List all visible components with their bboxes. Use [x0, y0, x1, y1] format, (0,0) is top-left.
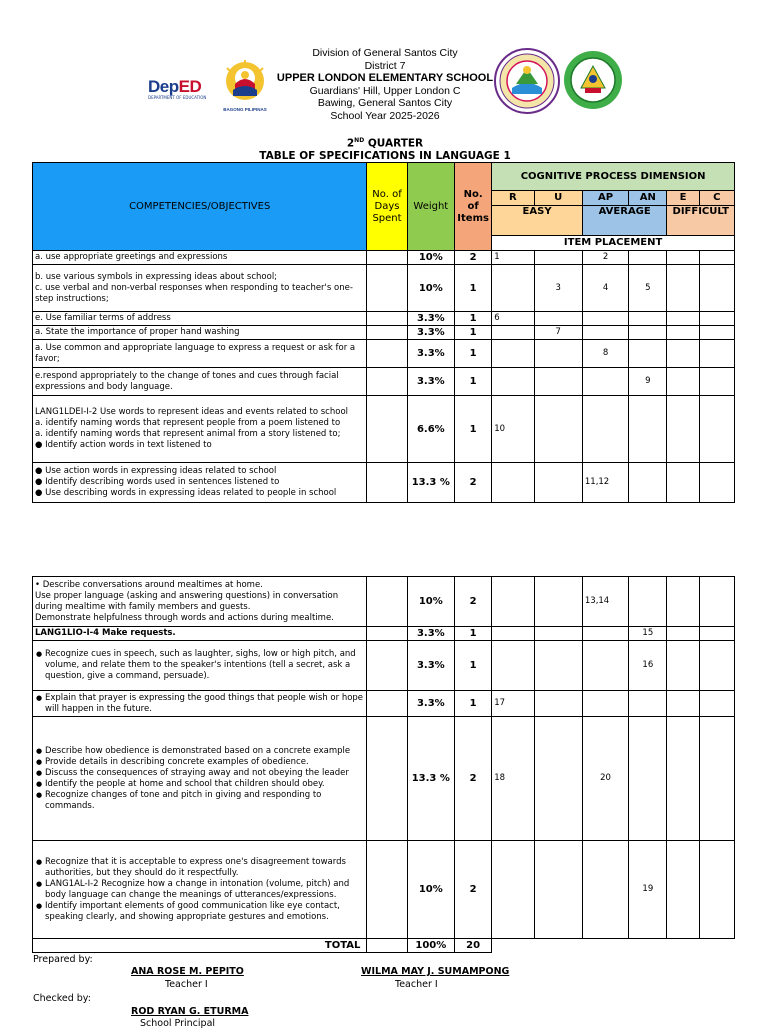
col-r: R	[492, 191, 534, 206]
weight-cell: 3.3%	[407, 691, 454, 717]
ap-cell: 20	[582, 717, 628, 841]
checker-name	[131, 1006, 248, 1017]
weight-cell: 10%	[407, 841, 454, 939]
an-cell: 16	[629, 641, 667, 691]
competency-text: ● Use action words in expressing ideas related to school	[35, 466, 277, 476]
ap-cell: 4	[582, 265, 628, 312]
competency-bullet: ● Explain that prayer is expressing the good things that people wish or hope will happen in the future.	[45, 693, 364, 715]
competency-cell	[33, 326, 367, 340]
r-cell: 1	[492, 251, 534, 265]
school-year: School Year 2025-2026	[330, 109, 440, 122]
col-easy: EASY	[492, 206, 583, 236]
table-title: TABLE OF SPECIFICATIONS IN LANGUAGE 1	[259, 150, 511, 162]
specification-table-2	[32, 576, 735, 953]
competency-bullet: ● LANG1AL-I-2 Recognize how a change in intonation (volume, pitch) and body language can change the meanings of utterances/expressions.	[45, 879, 364, 901]
competency-text: LANG1LIO-I-4 Make requests.	[35, 628, 176, 638]
competency-cell	[33, 312, 367, 326]
total-label: TOTAL	[33, 939, 367, 953]
deped-logo-word-a: Dep	[148, 77, 179, 96]
ap-cell: 2	[582, 251, 628, 265]
col-competencies: COMPETENCIES/OBJECTIVES	[33, 163, 367, 251]
weight-cell: 13.3 %	[407, 463, 454, 503]
quarter-word: QUARTER	[367, 137, 424, 150]
school-header	[255, 47, 515, 122]
competency-text: ● Use describing words in expressing ideas related to people in school	[35, 488, 337, 498]
col-an: AN	[629, 191, 667, 206]
ap-cell: 8	[582, 340, 628, 368]
col-difficult: DIFFICULT	[667, 206, 735, 236]
competency-text: ● Identify describing words used in sentences listened to	[35, 477, 280, 487]
u-cell: 7	[534, 326, 582, 340]
weight-cell: 3.3%	[407, 312, 454, 326]
col-ap: AP	[582, 191, 628, 206]
weight-cell: 10%	[407, 577, 454, 627]
weight-cell: 3.3%	[407, 326, 454, 340]
competency-text: e. Use familiar terms of address	[35, 313, 171, 323]
col-cognitive-dimension: COGNITIVE PROCESS DIMENSION	[492, 163, 735, 191]
school-seal-icon	[494, 48, 560, 114]
total-items: 20	[454, 939, 491, 953]
competency-bullet: ● Recognize changes of tone and pitch in giving and responding to commands.	[45, 790, 364, 812]
weight-cell: 13.3 %	[407, 717, 454, 841]
items-cell: 1	[454, 368, 491, 396]
col-e: E	[667, 191, 699, 206]
competency-cell	[33, 641, 367, 691]
division-line: Division of General Santos City	[312, 47, 458, 59]
address-line-1: Guardians' Hill, Upper London C	[309, 84, 461, 97]
col-item-placement: ITEM PLACEMENT	[492, 236, 735, 251]
col-days-spent: No. of Days Spent	[367, 163, 407, 251]
r-cell: 17	[492, 691, 534, 717]
competency-text: ● Identify action words in text listened to	[35, 440, 212, 450]
preparer-1-role: Teacher I	[165, 979, 208, 990]
col-weight: Weight	[407, 163, 454, 251]
deped-logo-tagline: DEPARTMENT OF EDUCATION	[148, 95, 207, 100]
ap-cell: 13,14	[582, 577, 628, 627]
items-cell: 1	[454, 396, 491, 463]
checker-role: School Principal	[140, 1018, 216, 1029]
competency-text: a. Use common and appropriate language to express a request or ask for a favor;	[35, 342, 356, 364]
checked-by-label: Checked by:	[33, 993, 91, 1004]
preparer-1-name: ANA ROSE M. PEPITO	[131, 966, 244, 977]
u-cell: 3	[534, 265, 582, 312]
competency-cell	[33, 717, 367, 841]
competency-cell	[33, 340, 367, 368]
an-cell: 19	[629, 841, 667, 939]
col-items: No. of Items	[454, 163, 491, 251]
items-cell: 1	[454, 627, 491, 641]
competency-text: a. identify naming words that represent people from a poem listened to	[35, 418, 341, 428]
competency-cell	[33, 396, 367, 463]
competency-cell	[33, 251, 367, 265]
weight-cell: 10%	[407, 265, 454, 312]
weight-cell: 10%	[407, 251, 454, 265]
checker-name-text: ROD RYAN G. ETURMA	[131, 1006, 249, 1017]
competency-cell	[33, 463, 367, 503]
ap-cell: 11,12	[582, 463, 628, 503]
competency-cell	[33, 577, 367, 627]
competency-cell	[33, 265, 367, 312]
address-line-2: Bawing, General Santos City	[317, 97, 453, 109]
weight-cell: 3.3%	[407, 368, 454, 396]
weight-cell: 3.3%	[407, 641, 454, 691]
competency-cell	[33, 368, 367, 396]
competency-bullet: ● Describe how obedience is demonstrated based on a concrete example	[45, 746, 364, 757]
preparer-2-role: Teacher I	[395, 979, 438, 990]
items-cell: 2	[454, 463, 491, 503]
document-title	[240, 135, 530, 163]
competency-text: • Describe conversations around mealtimes at home.	[35, 579, 263, 590]
r-cell: 18	[492, 717, 534, 841]
items-cell: 1	[454, 326, 491, 340]
bagong-pilipinas-caption: BAGONG PILIPINAS	[223, 107, 267, 112]
quarter-suffix: ND	[354, 137, 365, 144]
col-c: C	[699, 191, 734, 206]
preparer-2-name: WILMA MAY J. SUMAMPONG	[361, 966, 510, 977]
competency-bullet: ● Identify the people at home and school that children should obey.	[45, 779, 364, 790]
competency-cell	[33, 691, 367, 717]
items-cell: 2	[454, 841, 491, 939]
competency-text: e.respond appropriately to the change of tones and cues through facial expressions and body language.	[35, 370, 339, 392]
competency-cell	[33, 841, 367, 939]
r-cell: 10	[492, 396, 534, 463]
competency-bullet: ● Discuss the consequences of straying away and not obeying the leader	[45, 768, 364, 779]
weight-cell: 3.3%	[407, 340, 454, 368]
district-line: District 7	[364, 59, 406, 72]
competency-cell	[33, 627, 367, 641]
school-name: UPPER LONDON ELEMENTARY SCHOOL	[276, 72, 494, 84]
specification-table-1	[32, 162, 735, 503]
competency-bullet: ● Recognize that it is acceptable to express one's disagreement towards authorities, but they should do it respectfully.	[45, 857, 364, 879]
deped-logo-word-b: ED	[178, 77, 202, 96]
items-cell: 1	[454, 340, 491, 368]
an-cell: 15	[629, 627, 667, 641]
items-cell: 1	[454, 691, 491, 717]
competency-text: b. use various symbols in expressing ideas about school;	[35, 271, 278, 282]
total-weight: 100%	[407, 939, 454, 953]
quarter-number: 2	[346, 137, 355, 150]
competency-text: a. use appropriate greetings and expressions	[35, 252, 228, 262]
weight-cell: 6.6%	[407, 396, 454, 463]
items-cell: 1	[454, 641, 491, 691]
preparer-2	[361, 966, 541, 977]
competency-bullet: ● Provide details in describing concrete examples of obedience.	[45, 757, 364, 768]
r-cell: 6	[492, 312, 534, 326]
competency-bullet: ● Identify important elements of good communication like eye contact, speaking clearly, and showing appropriate gestures and emotions.	[45, 901, 364, 923]
items-cell: 2	[454, 577, 491, 627]
deped-logo	[148, 77, 210, 101]
col-u: U	[534, 191, 582, 206]
competency-text: LANG1LDEI-I-2 Use words to represent ideas and events related to school	[35, 407, 349, 417]
items-cell: 2	[454, 717, 491, 841]
an-cell: 9	[629, 368, 667, 396]
prepared-by-label: Prepared by:	[33, 954, 93, 965]
competency-bullet: ● Recognize cues in speech, such as laughter, sighs, low or high pitch, and volume, and relate them to the speaker's intentions (tell a secret, ask a question, give a command, persuade).	[45, 649, 364, 682]
competency-text: a. State the importance of proper hand washing	[35, 327, 240, 337]
school-logo-icon	[563, 50, 623, 110]
items-cell: 1	[454, 265, 491, 312]
an-cell: 5	[629, 265, 667, 312]
competency-text: a. identify naming words that represent animal from a story listened to;	[35, 429, 341, 439]
preparer-1	[131, 966, 271, 977]
items-cell: 2	[454, 251, 491, 265]
competency-text: c. use verbal and non-verbal responses when responding to teacher's one-step instructions;	[35, 282, 353, 304]
competency-text: Use proper language (asking and answering questions) in conversation during mealtime with family members and guests.	[35, 590, 339, 612]
items-cell: 1	[454, 312, 491, 326]
weight-cell: 3.3%	[407, 627, 454, 641]
competency-text: Demonstrate helpfulness through words and actions during mealtime.	[35, 612, 334, 623]
col-average: AVERAGE	[582, 206, 667, 236]
